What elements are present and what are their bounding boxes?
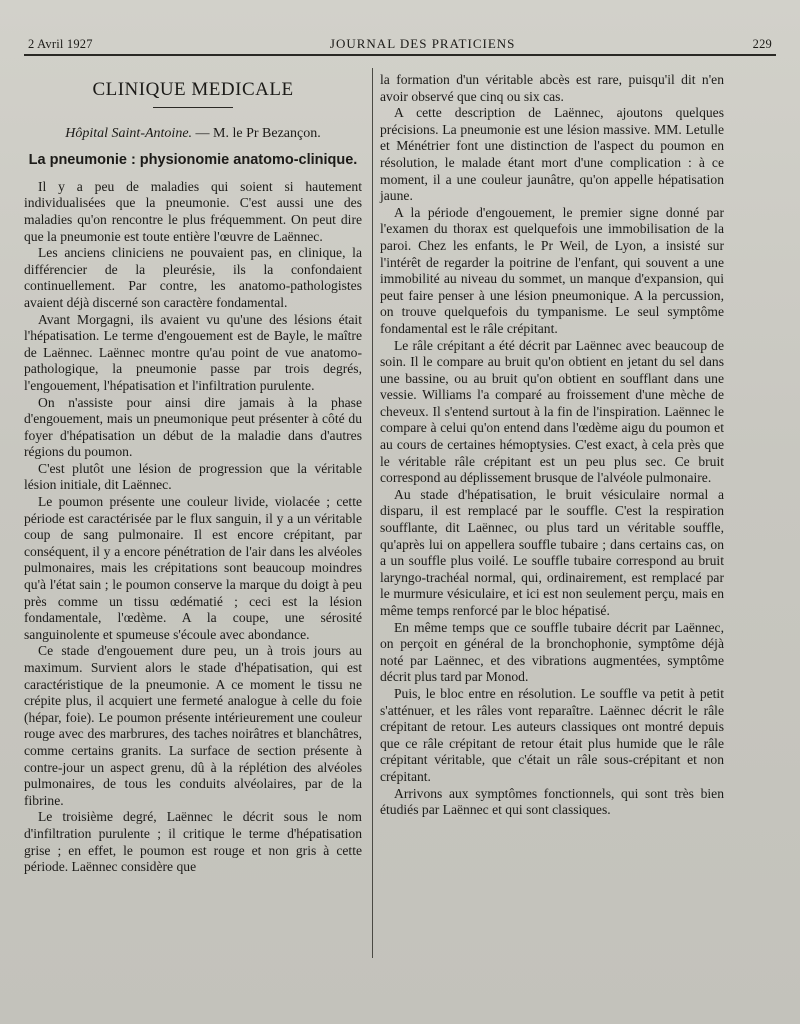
section-rubric: CLINIQUE MEDICALE bbox=[92, 79, 294, 100]
paragraph: On n'assiste pour ainsi dire jamais à la phase d'engouement, mais un pneumonique peut présenter à côté du foyer d'hépatisation un début de la maladie dans d'autres régions du poumon. bbox=[24, 394, 362, 460]
left-column bbox=[24, 62, 362, 876]
right-column bbox=[380, 72, 724, 819]
author-name: — M. le Pr Bezançon. bbox=[192, 125, 321, 141]
paragraph: Le râle crépitant a été décrit par Laënnec avec beaucoup de soin. Il le compare au bruit qu'on obtient en jetant du sel dans une bassine, ou au bruit qu'on obtient en soufflant dans une vessie. Williams l'a comparé au froissement d'une mèche de cheveux. Il s'entend surtout à la fin de l'inspiration. Laënnec le compare à celui qu'on entend dans l'œdème aigu du poumon et au cours de certaines hémoptysies. C'est exact, à cela près que le véritable râle crépitant est un peu plus sec. Ce bruit correspond au déplissement brusque de l'alvéole pulmonaire. bbox=[380, 337, 724, 486]
page-number: 229 bbox=[752, 37, 772, 51]
journal-title: JOURNAL DES PRATICIENS bbox=[329, 36, 516, 51]
paragraph: En même temps que ce souffle tubaire décrit par Laënnec, on perçoit en général de la bronchophonie, symptôme déjà noté par Laënnec, et des vibrations augmentées, symptôme décrit plus tard par Monod. bbox=[380, 619, 724, 685]
header-rule bbox=[24, 54, 776, 56]
paragraph: A cette description de Laënnec, ajoutons quelques précisions. La pneumonie est une lésion massive. MM. Letulle et Ménétrier font une distinction de l'aspect du poumon en résolution, le malade étant mort d'une complication : à ce moment, il a une couleur jaunâtre, qu'on appelle hépatisation jaune. bbox=[380, 105, 724, 204]
paragraph: Arrivons aux symptômes fonctionnels, qui sont très bien étudiés par Laënnec et qui sont classiques. bbox=[380, 785, 724, 818]
paragraph: Avant Morgagni, ils avaient vu qu'une des lésions était l'hépatisation. Le terme d'engouement est de Bayle, le maître de Laënnec. Laënnec montre qu'au point de vue anatomo-pathologique, la pneumonie passe par trois degrés, l'engouement, l'hépatisation et l'infiltration purulente. bbox=[24, 311, 362, 393]
paragraph: C'est plutôt une lésion de progression que la véritable lésion initiale, dit Laënnec. bbox=[24, 460, 362, 493]
paragraph: Ce stade d'engouement dure peu, un à trois jours au maximum. Survient alors le stade d'hépatisation, qui est caractéristique de la pneumonie. A ce moment le tissu ne crépite plus, il acquiert une fermeté analogue à celle du foie (hépar, foie). Le poumon présente intérieurement une couleur rouge avec des marbrures, des taches noirâtres et blanchâtres, comme certains granits. La surface de section présente à contre-jour un aspect grenu, dû à la réplétion des alvéoles pulmonaires, de tous les conduits alvéolaires, par de la fibrine. bbox=[24, 643, 362, 808]
column-divider bbox=[372, 68, 373, 958]
paragraph: Le troisième degré, Laënnec le décrit sous le nom d'infiltration purulente ; il critique le terme d'hépatisation grise ; en effet, le poumon est rouge et non gris à cette période. Laënnec considère que bbox=[24, 809, 362, 875]
paragraph: Puis, le bloc entre en résolution. Le souffle va petit à petit s'atténuer, et les râles vont reparaître. Laënnec décrit le râle crépitant de retour. Les auteurs classiques ont montré depuis que ce râle crépitant de retour était plus humide que le râle crépitant véritable, que c'était un râle sous-crépitant et non crépitant. bbox=[380, 685, 724, 784]
hospital-name: Hôpital Saint-Antoine. bbox=[65, 125, 193, 141]
rubric-rule bbox=[153, 107, 233, 108]
byline bbox=[24, 126, 362, 143]
paragraph: Les anciens cliniciens ne pouvaient pas, en clinique, la différencier de la pleurésie, ils la confondaient continuellement. Par contre, les anatomo-pathologistes avaient déjà discerné son caractère fondamental. bbox=[24, 245, 362, 310]
paragraph: Au stade d'hépatisation, le bruit vésiculaire normal a disparu, il est remplacé par le souffle. C'est la respiration soufflante, dit Laënnec, ou plus tard un véritable souffle, qu'après lui on appellera souffle tubaire ; dans certains cas, on a un souffle plus voilé. Le souffle tubaire correspond au bruit laryngo-trachéal normal, qui, ordinairement, est remplacé par le murmure vésiculaire, et ici est non seulement perçu, mais en même temps renforcé par le bloc hépatisé. bbox=[380, 486, 724, 618]
paragraph: Il y a peu de maladies qui soient si hautement individualisées que la pneumonie. C'est aussi une des maladies qu'on rencontre le plus fréquemment. On peut dire que la pneumonie est toute entière l'œuvre de Laënnec. bbox=[24, 178, 362, 244]
article-title: La pneumonie : physionomie anatomo-clinique. bbox=[28, 152, 358, 169]
paragraph: Le poumon présente une couleur livide, violacée ; cette période est caractérisée par le flux sanguin, il y a un véritable coup de sang pulmonaire. Il est encore crépitant, par conséquent, il y a encore pénétration de l'air dans les alvéoles pulmonaires, mais les crépitations sont beaucoup moindres qu'à l'état sain ; le poumon conserve la marque du doigt à peu près comme un tissu œdématié ; ceci est la lésion fondamentale, l'œdème. A la coupe, une sérosité sanguinolente et spumeuse s'écoule avec abondance. bbox=[24, 494, 362, 642]
paragraph: la formation d'un véritable abcès est rare, puisqu'il dit n'en avoir observé que cinq ou six cas. bbox=[380, 72, 724, 104]
paragraph: A la période d'engouement, le premier signe donné par l'examen du thorax est quelquefois une immobilisation de la paroi. Chez les enfants, le Pr Weil, de Lyon, a insisté sur l'intérêt de regarder la poitrine de l'enfant, qui souvent a une immobilité au niveau du sommet, un manque d'expansion, qui peut faire penser à une lésion pneumonique. A la percussion, on trouve quelquefois du tympanisme. Le seul symptôme fondamental est le râle crépitant. bbox=[380, 204, 724, 336]
issue-date: 2 Avril 1927 bbox=[28, 37, 93, 51]
running-head bbox=[28, 36, 772, 54]
